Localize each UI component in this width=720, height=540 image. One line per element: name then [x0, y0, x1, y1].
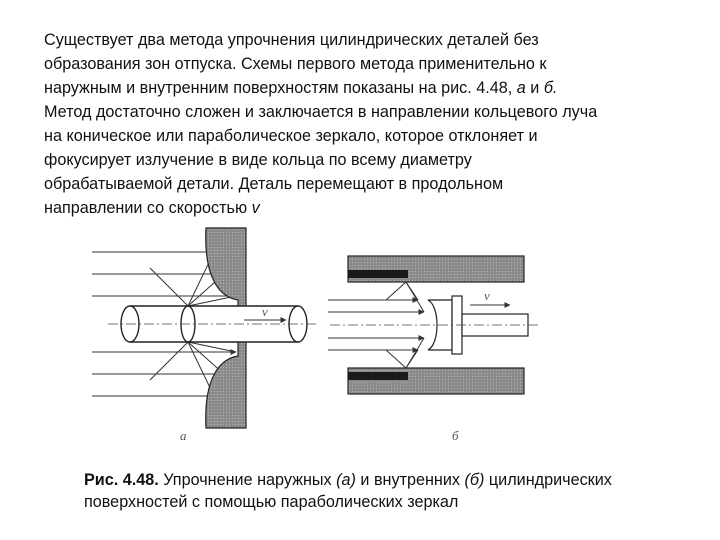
- diagram-b-hardened-top: [348, 270, 408, 278]
- diagram-b-hardened-bottom: [348, 372, 408, 380]
- body-line-3: наружным и внутренним поверхностям показаны на рис. 4.48, а и б.: [44, 79, 558, 97]
- body-line-6: фокусирует излучение в виде кольца по всему диаметру: [44, 151, 472, 169]
- diagram-b-label: б: [452, 428, 459, 443]
- body-line-8: направлении со скоростью v: [44, 199, 260, 217]
- ref-b: б.: [543, 79, 558, 97]
- body-line-2: образования зон отпуска. Схемы первого метода применительно к: [44, 55, 547, 73]
- figure-caption: [84, 469, 684, 513]
- diagram-a-velocity-label: v: [262, 304, 268, 319]
- diagram-b-tube-bottom: [348, 368, 524, 394]
- diagram-b: [328, 256, 540, 443]
- ref-a: а: [516, 79, 526, 97]
- body-line-5: на коническое или параболическое зеркало, которое отклоняет и: [44, 127, 538, 145]
- diagram-b-tube-top: [348, 256, 524, 282]
- diagram-a-label: а: [180, 428, 187, 443]
- diagram-b-velocity-label: v: [484, 288, 490, 303]
- body-line-1: Существует два метода упрочнения цилиндрических деталей без: [44, 31, 539, 49]
- diagram-a: [92, 228, 318, 443]
- caption-line-1: Рис. 4.48. Упрочнение наружных (а) и внутренних (б) цилиндрических: [84, 471, 612, 489]
- body-line-7: обрабатываемой детали. Деталь перемещают в продольном: [44, 175, 504, 193]
- body-line-4: Метод достаточно сложен и заключается в направлении кольцевого луча: [44, 103, 598, 121]
- caption-line-2: поверхностей с помощью параболических зеркал: [84, 493, 459, 511]
- speed-symbol: v: [251, 199, 260, 217]
- caption-prefix: Рис. 4.48.: [84, 471, 159, 489]
